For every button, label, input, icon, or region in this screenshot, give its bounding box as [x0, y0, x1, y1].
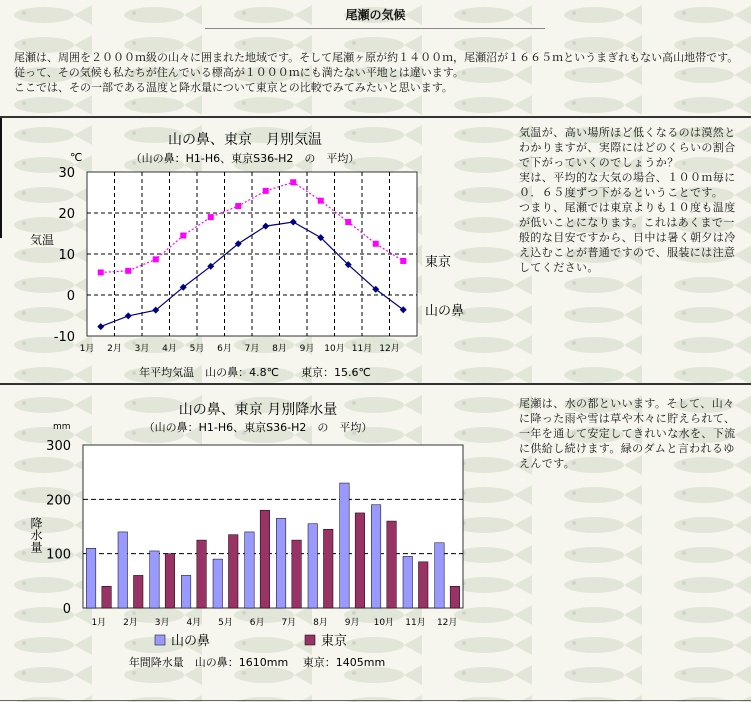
- precipitation-y-tick: 100: [46, 547, 71, 563]
- precipitation-bar-yamanohana: [213, 559, 223, 608]
- precipitation-bar-yamanohana: [276, 518, 286, 608]
- legend-swatch-tokyo: [305, 635, 315, 645]
- precipitation-y-axis-label: 降水量: [29, 517, 43, 553]
- temperature-y-tick: 10: [58, 248, 75, 263]
- precipitation-bar-yamanohana: [181, 575, 191, 608]
- intro-paragraph-2: ここでは、その一部である温度と降水量について東京との比較でみてみたいと思います。: [14, 81, 453, 94]
- temperature-point-tokyo: [98, 269, 104, 275]
- precipitation-bar-tokyo: [355, 513, 365, 608]
- temperature-x-tick: 8月: [272, 344, 287, 354]
- temperature-y-tick: 0: [66, 289, 75, 304]
- precipitation-x-tick: 5月: [218, 618, 233, 628]
- precipitation-x-tick: 1月: [91, 618, 107, 628]
- temperature-text-2: 実は、平均的な大気の場合、１００ｍ毎に０．６５度ずつ下がるということです。: [519, 171, 736, 199]
- temperature-y-tick: 30: [58, 166, 75, 181]
- precipitation-bar-yamanohana: [340, 483, 350, 608]
- precipitation-chart: [0, 392, 510, 682]
- precipitation-x-tick: 4月: [186, 618, 202, 628]
- precipitation-x-tick: 3月: [154, 618, 170, 628]
- temperature-point-tokyo: [125, 268, 131, 274]
- legend-label-tokyo: 東京: [321, 634, 348, 649]
- temperature-x-tick: 1月: [79, 344, 95, 354]
- precipitation-bar-yamanohana: [118, 532, 128, 608]
- temperature-text-1: 気温が、高い場所ほど低くなるのは漠然とわかりますが、実際にはどのくらいの割合で下がっていくのでしょうか？: [519, 126, 736, 169]
- precipitation-unit-label: mm: [53, 422, 71, 432]
- temperature-point-tokyo: [235, 203, 241, 209]
- temperature-x-tick: 12月: [379, 344, 400, 354]
- precipitation-bar-tokyo: [292, 540, 302, 608]
- section-divider-1: [0, 116, 751, 118]
- temperature-point-tokyo: [290, 179, 296, 185]
- temperature-point-tokyo: [153, 256, 159, 262]
- precipitation-bar-yamanohana: [435, 543, 445, 608]
- precipitation-x-tick: 2月: [123, 618, 138, 628]
- intro-text: [14, 50, 744, 95]
- precipitation-explanation: [519, 396, 741, 471]
- temperature-point-tokyo: [180, 233, 186, 239]
- precipitation-chart-title: 山の鼻、東京 月別降水量: [178, 402, 338, 418]
- temperature-chart-title: 山の鼻、東京 月別気温: [168, 132, 322, 148]
- precipitation-x-tick: 12月: [436, 618, 458, 628]
- temperature-series-label-yamanohana: 山の鼻: [425, 303, 465, 319]
- precipitation-x-tick: 10月: [373, 618, 395, 628]
- precipitation-x-tick: 6月: [249, 618, 265, 628]
- precipitation-bar-yamanohana: [308, 524, 318, 608]
- precipitation-bar-yamanohana: [371, 505, 381, 608]
- temperature-chart-subtitle: （山の鼻：H1-H6、東京S36-H2 の 平均）: [130, 152, 360, 165]
- precipitation-bar-tokyo: [450, 586, 460, 608]
- precipitation-x-tick: 9月: [344, 618, 360, 628]
- temperature-point-tokyo: [345, 219, 351, 225]
- precipitation-y-tick: 300: [46, 439, 71, 454]
- precipitation-bar-tokyo: [102, 586, 112, 608]
- temperature-unit-label: ℃: [70, 151, 83, 164]
- title-divider: [205, 28, 545, 29]
- legend-swatch-yamanohana: [155, 635, 165, 645]
- temperature-series-label-tokyo: 東京: [425, 254, 452, 270]
- temperature-point-tokyo: [263, 188, 269, 194]
- temperature-x-tick: 7月: [244, 344, 260, 354]
- section-divider-2: [0, 383, 751, 385]
- temperature-y-axis-label: 気温: [30, 233, 55, 247]
- page-title: 尾瀬の気候: [345, 8, 406, 22]
- precipitation-bar-tokyo: [229, 535, 239, 608]
- precipitation-bar-tokyo: [260, 510, 270, 608]
- precipitation-x-tick: 7月: [281, 618, 297, 628]
- temperature-x-tick: 11月: [351, 344, 373, 354]
- precipitation-bar-yamanohana: [86, 548, 96, 608]
- precipitation-y-tick: 200: [46, 493, 71, 509]
- precipitation-x-tick: 8月: [313, 618, 328, 628]
- temperature-explanation: [519, 125, 741, 275]
- precipitation-bar-tokyo: [387, 521, 397, 608]
- precipitation-bar-tokyo: [324, 529, 334, 608]
- temperature-x-tick: 10月: [324, 344, 345, 354]
- temperature-chart-footer: 年平均気温 山の鼻：4.8℃ 東京：15.6℃: [139, 366, 371, 379]
- temperature-point-tokyo: [400, 258, 406, 264]
- precipitation-bar-tokyo: [134, 575, 144, 608]
- temperature-point-tokyo: [208, 214, 214, 220]
- temperature-point-tokyo: [318, 198, 324, 204]
- temperature-x-tick: 6月: [217, 344, 232, 354]
- precipitation-bar-yamanohana: [403, 556, 413, 608]
- legend-label-yamanohana: 山の鼻: [171, 634, 211, 649]
- precipitation-bar-tokyo: [419, 562, 429, 608]
- precipitation-bar-tokyo: [165, 554, 175, 608]
- intro-paragraph-1: 尾瀬は、周囲を２０００ｍ級の山々に囲まれた地域です。そして尾瀬ヶ原が約１４００ｍ，尾瀬沼が１６６５ｍというまぎれもない高山地帯です。 従って、その気候も私たちが住んでいる標高が１０００ｍにも満たない平地とは違います。: [14, 51, 739, 79]
- precipitation-y-tick: 0: [62, 602, 71, 617]
- precipitation-chart-subtitle: （山の鼻：H1-H6、東京S36-H2 の 平均）: [143, 421, 373, 434]
- precipitation-bar-tokyo: [197, 540, 207, 608]
- temperature-x-tick: 3月: [134, 344, 150, 354]
- precipitation-chart-footer: 年間降水量 山の鼻：1610mm 東京：1405mm: [128, 656, 386, 669]
- precipitation-bar-yamanohana: [245, 532, 255, 608]
- temperature-text-3: つまり、尾瀬では東京よりも１０度も温度が低いことになります。これはあくまで一般的な目安ですから、日中は暑く朝夕は冷え込むことが普通ですので、服装には注意してください。: [519, 201, 736, 274]
- temperature-y-tick: 20: [58, 207, 75, 222]
- temperature-x-tick: 5月: [189, 344, 205, 354]
- temperature-x-tick: 2月: [107, 344, 122, 354]
- temperature-point-tokyo: [373, 241, 379, 247]
- temperature-y-tick: -10: [53, 330, 75, 345]
- temperature-chart: [0, 120, 510, 382]
- precipitation-text-1: 尾瀬は、水の都といいます。そして、山々に降った雨や雪は草や木々に貯えられて、一年を通して安定してきれいな水を、下流に供給し続けます。緑のダムと言われるゆえんです。: [519, 397, 736, 470]
- temperature-x-tick: 4月: [162, 344, 177, 354]
- temperature-x-tick: 9月: [299, 344, 315, 354]
- precipitation-x-tick: 11月: [405, 618, 426, 628]
- bottom-divider: [0, 700, 751, 701]
- precipitation-bar-yamanohana: [150, 551, 160, 608]
